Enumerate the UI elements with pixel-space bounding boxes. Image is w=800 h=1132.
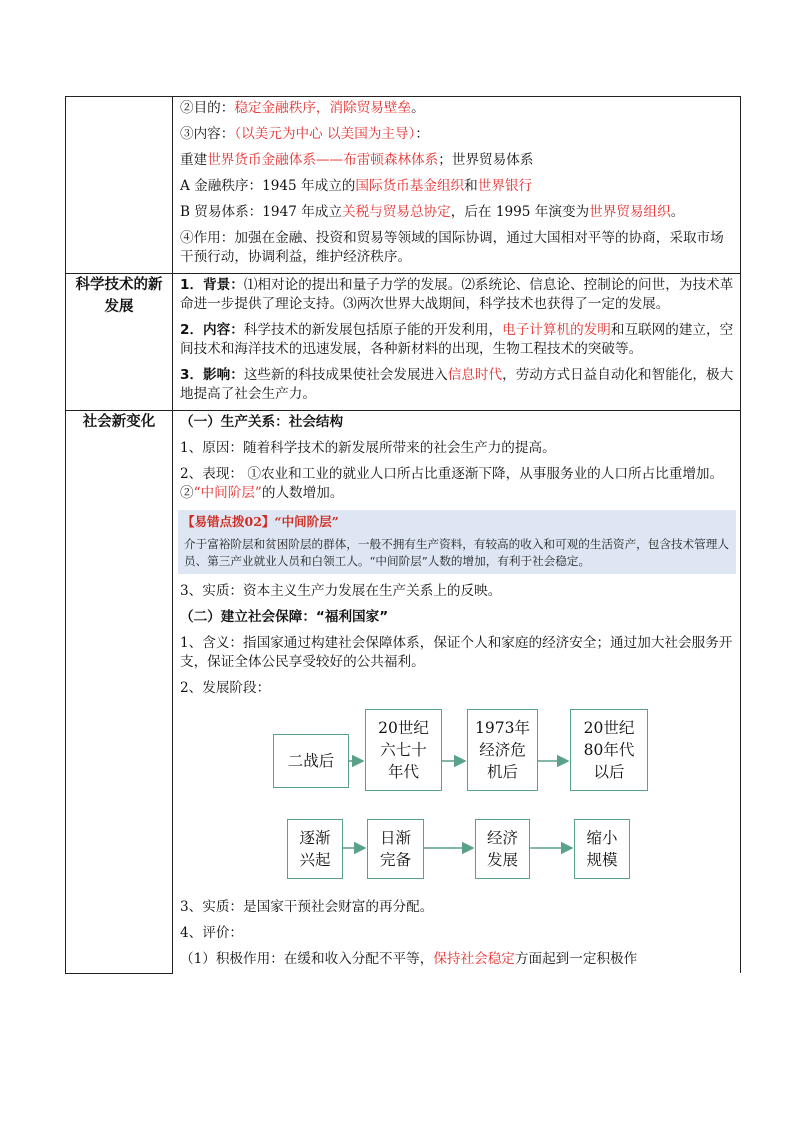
row-content xyxy=(173,97,741,274)
row-label-tech: 科学技术的新发展 xyxy=(66,274,173,411)
document-page xyxy=(65,96,741,974)
development-flowchart xyxy=(180,704,734,894)
flow-box-1973-crisis: 1973年 经济危 机后 xyxy=(467,709,538,791)
section1-title: （一）生产关系：社会结构 xyxy=(180,414,344,430)
stage-line: 2、发展阶段： xyxy=(180,680,271,696)
row-label-empty xyxy=(66,97,173,274)
positive-effect-line: （1）积极作用：在缓和收入分配不平等，保持社会稳定方面起到一定积极作 xyxy=(180,951,638,967)
flow-arrows xyxy=(180,704,740,894)
table-row xyxy=(66,97,741,274)
manifestation-line: 2、表现： ①农业和工业的就业人口所占比重逐渐下降，从事服务业的人口所占比重增加。②“中间阶层”的人数增加。 xyxy=(180,466,724,501)
row-label-society: 社会新变化 xyxy=(66,411,173,974)
background-paragraph: 1．背景：⑴相对论的提出和量子力学的发展。⑵系统论、信息论、控制论的问世，为技术革命进一步提供了理论支持。⑶两次世界大战期间，科学技术也获得了一定的发展。 xyxy=(180,277,734,312)
finance-order-line: A 金融秩序：1945 年成立的国际货币基金组织和世界银行 xyxy=(180,178,533,194)
flow-box-80s: 20世纪 80年代 以后 xyxy=(570,709,648,791)
error-tip-heading: 【易错点拨02】“中间阶层” xyxy=(178,510,736,533)
effect-line: ④作用：加强在金融、投资和贸易等领域的国际协调，通过大国相对平等的协商，采取市场干预行动，协调利益，维护经济秩序。 xyxy=(180,230,724,265)
flow-box-postwar: 二战后 xyxy=(273,734,349,788)
essence-line: 3、实质：资本主义生产力发展在生产关系上的反映。 xyxy=(180,583,502,599)
flow-box-rising: 逐渐 兴起 xyxy=(287,819,343,879)
flow-box-shrinking: 缩小 规模 xyxy=(574,819,630,879)
section2-title: （二）建立社会保障：“福利国家” xyxy=(180,609,389,625)
content-table xyxy=(65,96,741,974)
table-row xyxy=(66,411,741,974)
flow-box-60s70s: 20世纪 六七十 年代 xyxy=(365,709,442,791)
evaluation-line: 4、评价： xyxy=(180,925,244,941)
rebuild-line: 重建世界货币金融体系——布雷顿森林体系；世界贸易体系 xyxy=(180,152,534,168)
error-tip-body: 介于富裕阶层和贫困阶层的群体，一般不拥有生产资料，有较高的收入和可观的生活资产，包含技术管理人员、第三产业就业人员和白领工人。“中间阶层”人数的增加，有利于社会稳定。 xyxy=(178,533,736,574)
purpose-line: ②目的：稳定金融秩序，消除贸易壁垒。 xyxy=(180,100,425,116)
row-content xyxy=(173,411,741,974)
influence-paragraph: 3．影响：这些新的科技成果使社会发展进入信息时代，劳动方式日益自动化和智能化，极大地提高了社会生产力。 xyxy=(180,367,734,402)
flow-box-economy: 经济 发展 xyxy=(475,819,530,879)
trade-system-line: B 贸易体系：1947 年成立关税与贸易总协定，后在 1995 年演变为世界贸易组织。 xyxy=(180,204,685,220)
row-content xyxy=(173,274,741,411)
content-line: ③内容：（以美元为中心 以美国为主导）： xyxy=(180,126,430,142)
cause-line: 1、原因：随着科学技术的新发展所带来的社会生产力的提高。 xyxy=(180,440,556,456)
meaning-line: 1、含义：指国家通过构建社会保障体系，保证个人和家庭的经济安全；通过加大社会服务开支，保证全体公民享受较好的公共福利。 xyxy=(180,635,733,670)
table-row xyxy=(66,274,741,411)
welfare-essence-line: 3、实质：是国家干预社会财富的再分配。 xyxy=(180,899,434,915)
tech-content-paragraph: 2．内容：科学技术的新发展包括原子能的开发利用，电子计算机的发明和互联网的建立，空间技术和海洋技术的迅速发展，各种新材料的出现，生物工程技术的突破等。 xyxy=(180,322,734,357)
flow-box-completing: 日渐 完备 xyxy=(367,819,424,879)
